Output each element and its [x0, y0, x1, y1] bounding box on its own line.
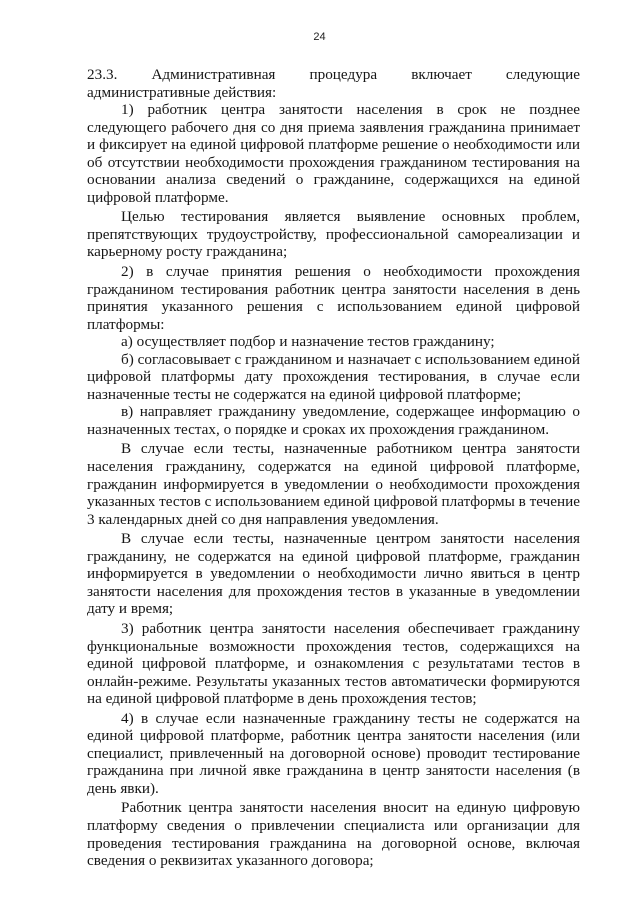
paragraph-subitem-a: а) осуществляет подбор и назначение тестов гражданину; [121, 333, 495, 351]
paragraph-subitem-v: в) направляет гражданину уведомление, содержащее информацию о назначенных тестах, о порядке и сроках их прохождения гражданином. [87, 403, 580, 438]
heading-word: процедура [309, 66, 378, 83]
paragraph-item-4: 4) в случае если назначенные гражданину тесты не содержатся на единой цифровой платформе, работник центра занятости населения (или специалист, привлеченный на договорной основе) проводит тестирование гражданина при личной явке гражданина в центр занятости населения (в день явки). [87, 709, 580, 797]
heading-word: Административная [151, 66, 276, 83]
heading-word: следующие [505, 66, 580, 83]
paragraph-item-2: 2) в случае принятия решения о необходимости прохождения гражданином тестирования работник центра занятости населения в день принятия указанного решения с использованием единой цифровой платформы: [87, 263, 580, 333]
section-heading-line [87, 66, 580, 84]
paragraph-tests-on-platform: В случае если тесты, назначенные работником центра занятости населения гражданину, содержатся на единой цифровой платформе, гражданин информируется в уведомлении о необходимости прохождения указанных тестов с использованием единой цифровой платформы в течение 3 календарных дней со дня направления уведомления. [87, 440, 580, 528]
paragraph-item-3: 3) работник центра занятости населения обеспечивает гражданину функциональные возможности прохождения тестов, содержащихся на единой цифровой платформе, и ознакомления с результатами тестов в онлайн-режиме. Результаты указанных тестов автоматически формируются на единой цифровой платформе в день прохождения тестов; [87, 619, 580, 708]
paragraph-contractor-info: Работник центра занятости населения вносит на единую цифровую платформу сведения о привлечении специалиста или организации для проведения тестирования гражданина на договорной основе, включая сведения о реквизитах указанного договора; [87, 799, 580, 870]
paragraph-tests-not-on-platform: В случае если тесты, назначенные центром занятости населения гражданину, не содержатся на единой цифровой платформе, гражданин информируется в уведомлении о необходимости лично явиться в центр занятости населения для прохождения тестов в указанные в уведомлении дату и время; [87, 530, 580, 618]
paragraph-testing-goal: Целью тестирования является выявление основных проблем, препятствующих трудоустройству, профессиональной самореализации и карьерному росту гражданина; [87, 208, 580, 261]
heading-word: включает [411, 66, 472, 83]
paragraph-item-1: 1) работник центра занятости населения в срок не позднее следующего рабочего дня со дня приема заявления гражданина принимает и фиксирует на единой цифровой платформе решение о необходимости или об отсутствии необходимости прохождения гражданином тестирования на основании анализа сведений о гражданине, содержащихся на единой цифровой платформе. [87, 101, 580, 206]
document-body [87, 66, 580, 870]
section-number: 23.3. [87, 66, 118, 83]
page-number: 24 [313, 31, 326, 43]
paragraph-subitem-b: б) согласовывает с гражданином и назначает с использованием единой цифровой платформы дату прохождения тестирования, в случае если назначенные тесты не содержатся на единой цифровой платформе; [87, 350, 580, 403]
section-heading-continuation: административные действия: [87, 83, 277, 101]
